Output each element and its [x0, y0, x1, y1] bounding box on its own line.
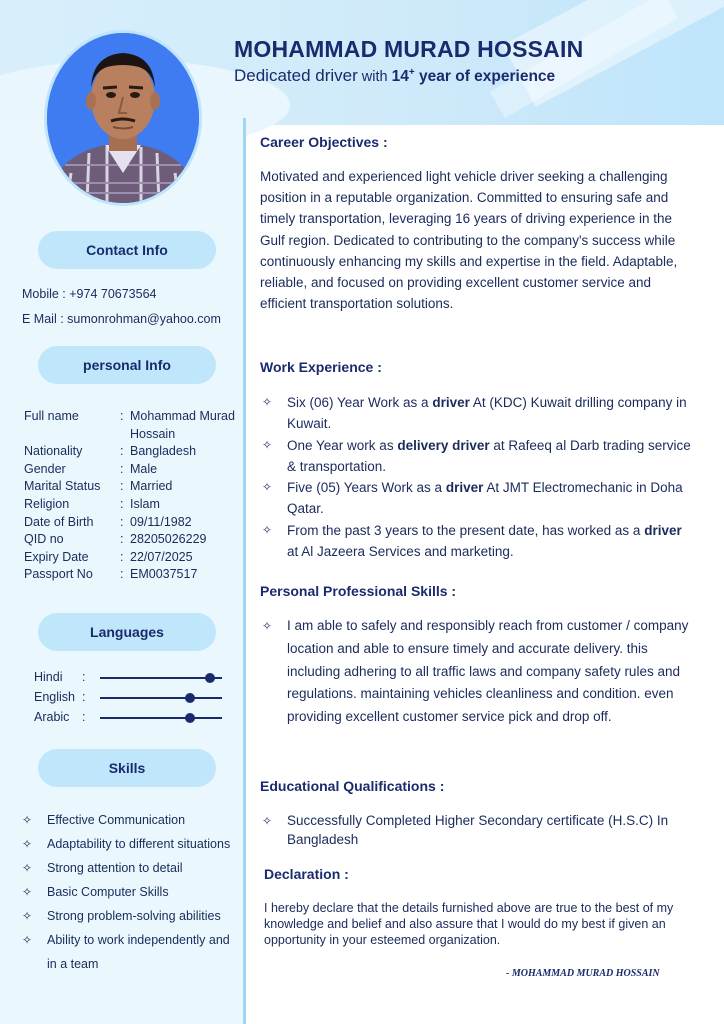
list-item [22, 808, 237, 832]
contact-info-heading: Contact Info [38, 231, 216, 269]
candidate-name: MOHAMMAD MURAD HOSSAIN [234, 36, 584, 62]
field-colon: : [120, 549, 124, 564]
headline-role: Dedicated driver [234, 66, 358, 85]
headline [234, 66, 555, 86]
field-colon: : [120, 532, 124, 547]
language-level-marker [185, 693, 195, 703]
field-label: Expiry Date [24, 549, 89, 564]
field-value: Mohammad Murad Hossain [130, 409, 235, 441]
list-item [22, 880, 237, 904]
list-item [22, 928, 237, 976]
work-experience-heading: Work Experience : [260, 359, 382, 375]
language-level-marker [205, 673, 215, 683]
diamond-star-icon: ✧ [22, 909, 33, 923]
diamond-star-icon: ✧ [262, 395, 273, 409]
diamond-star-icon: ✧ [262, 480, 273, 494]
list-item [262, 477, 692, 519]
education-list [262, 812, 692, 849]
signature: - MOHAMMAD MURAD HOSSAIN [506, 968, 660, 979]
table-row [24, 496, 239, 514]
skills-heading: Skills [38, 749, 216, 787]
diamond-star-icon: ✧ [22, 861, 33, 875]
skill-text: Strong problem-solving abilities [47, 909, 221, 923]
professional-skills-text: I am able to safely and responsibly reach from customer / company location and able to ensure timely and accurate delivery. this including adhering to all traffic laws and company safety rules and regulations. maintaining vehicles cleanliness and condition. even providing excellent customer service pick and drop off. [287, 618, 689, 725]
field-colon: : [120, 409, 124, 423]
work-role: driver [445, 480, 484, 495]
field-colon: : [120, 479, 124, 494]
field-value: Bangladesh [130, 444, 197, 459]
list-item [22, 832, 237, 856]
field-label: Religion [24, 496, 70, 511]
field-label: Nationality [24, 444, 83, 459]
language-english [34, 688, 224, 708]
field-label: QID no [24, 532, 64, 547]
field-label: Full name [24, 409, 79, 423]
headline-plus: + [408, 66, 415, 78]
language-colon: : [82, 690, 86, 704]
field-colon: : [120, 514, 124, 529]
career-objectives-heading: Career Objectives : [260, 134, 388, 150]
table-row [24, 461, 239, 479]
diamond-star-icon: ✧ [22, 885, 33, 899]
education-text: Successfully Completed Higher Secondary certificate (H.S.C) In Bangladesh [287, 813, 669, 847]
work-text: At (KDC) Kuwait drilling company in Kuwait. [287, 395, 687, 431]
table-row [24, 408, 239, 443]
table-row [24, 478, 239, 496]
work-text: One Year work as [287, 437, 398, 453]
table-row [24, 443, 239, 461]
work-text: Six (06) Year Work as a [287, 395, 433, 410]
work-text: From the past 3 years to the present date, has worked as a [287, 522, 645, 538]
divider [243, 118, 246, 1024]
table-row [24, 566, 239, 584]
diamond-star-icon: ✧ [262, 522, 273, 537]
field-value: Married [130, 479, 173, 494]
headline-experience: year of experience [414, 68, 556, 85]
language-colon: : [82, 710, 86, 724]
field-label: Gender [24, 461, 66, 476]
field-value: EM0037517 [130, 567, 198, 582]
list-item [262, 520, 692, 562]
work-text: at Al Jazeera Services and marketing. [287, 543, 514, 559]
table-row [24, 531, 239, 549]
declaration-text: I hereby declare that the details furnished above are true to the best of my knowledge and belief and also assure that I would do my best if given an opportunity in your esteemed organization. [264, 901, 674, 948]
diamond-star-icon: ✧ [22, 837, 33, 851]
list-item [262, 615, 692, 729]
field-colon: : [120, 567, 124, 582]
career-objectives-text: Motivated and experienced light vehicle driver seeking a challenging position in a reputable organization. Committed to ensuring safe and timely transportation, leveraging 16 years of driving experience in the Gulf region. Dedicated to contributing to the company's success while continuously enhancing my skills and expertise in the field. Adaptable, reliable, and focused on providing excellent customer service and efficient transportation solutions. [260, 169, 678, 312]
language-name: Hindi [34, 670, 63, 684]
personal-info-heading: personal Info [38, 346, 216, 384]
language-level-track [100, 697, 222, 699]
list-item [262, 435, 692, 477]
language-arabic [34, 708, 224, 728]
work-experience-list [262, 392, 692, 562]
skill-text: Effective Communication [47, 813, 186, 827]
professional-skills-list [262, 615, 692, 729]
language-level-track [100, 717, 222, 719]
diamond-star-icon: ✧ [262, 619, 273, 633]
personal-info-table [24, 408, 239, 584]
mobile-number: Mobile : +974 70673564 [22, 287, 157, 301]
language-level-marker [185, 713, 195, 723]
headline-connector: with [357, 69, 392, 85]
skill-text: Ability to work independently and in a team [47, 933, 230, 971]
field-value: 09/11/1982 [130, 514, 192, 529]
work-role: driver [644, 522, 682, 538]
field-value: Male [130, 461, 158, 476]
field-label: Passport No [24, 567, 93, 582]
diamond-star-icon: ✧ [262, 814, 273, 828]
languages-heading: Languages [38, 613, 216, 651]
headline-years: 14 [391, 68, 409, 85]
work-role: delivery driver [397, 437, 490, 453]
field-colon: : [120, 461, 124, 476]
language-hindi [34, 668, 224, 688]
list-item [262, 392, 692, 434]
work-text: Five (05) Years Work as a [287, 480, 446, 495]
diamond-star-icon: ✧ [22, 933, 33, 947]
education-heading: Educational Qualifications : [260, 778, 445, 794]
table-row [24, 514, 239, 532]
professional-skills-heading: Personal Professional Skills : [260, 583, 457, 599]
list-item [262, 812, 692, 849]
table-row [24, 549, 239, 567]
field-value: Islam [130, 496, 160, 511]
work-text: at Rafeeq al Darb trading service & transportation. [287, 437, 691, 474]
language-name: Arabic [34, 710, 70, 724]
field-value: 22/07/2025 [130, 549, 193, 564]
skill-text: Basic Computer Skills [47, 885, 169, 899]
diamond-star-icon: ✧ [22, 813, 33, 827]
language-colon: : [82, 670, 86, 684]
skill-text: Strong attention to detail [47, 861, 183, 875]
list-item [22, 904, 237, 928]
skills-list [22, 808, 237, 976]
skill-text: Adaptability to different situations [47, 837, 231, 851]
diamond-star-icon: ✧ [262, 437, 273, 452]
language-name: English [34, 690, 75, 704]
declaration-heading: Declaration : [264, 866, 349, 882]
language-level-track [100, 677, 222, 679]
list-item [22, 856, 237, 880]
field-label: Marital Status [24, 479, 101, 494]
profile-photo [44, 30, 202, 206]
work-text: At JMT Electromechanic in Doha Qatar. [287, 480, 683, 516]
field-value: 28205026229 [130, 532, 207, 547]
field-label: Date of Birth [24, 514, 94, 529]
field-colon: : [120, 444, 124, 459]
field-colon: : [120, 496, 124, 511]
email-address: E Mail : sumonrohman@yahoo.com [22, 312, 221, 326]
work-role: driver [432, 395, 470, 410]
